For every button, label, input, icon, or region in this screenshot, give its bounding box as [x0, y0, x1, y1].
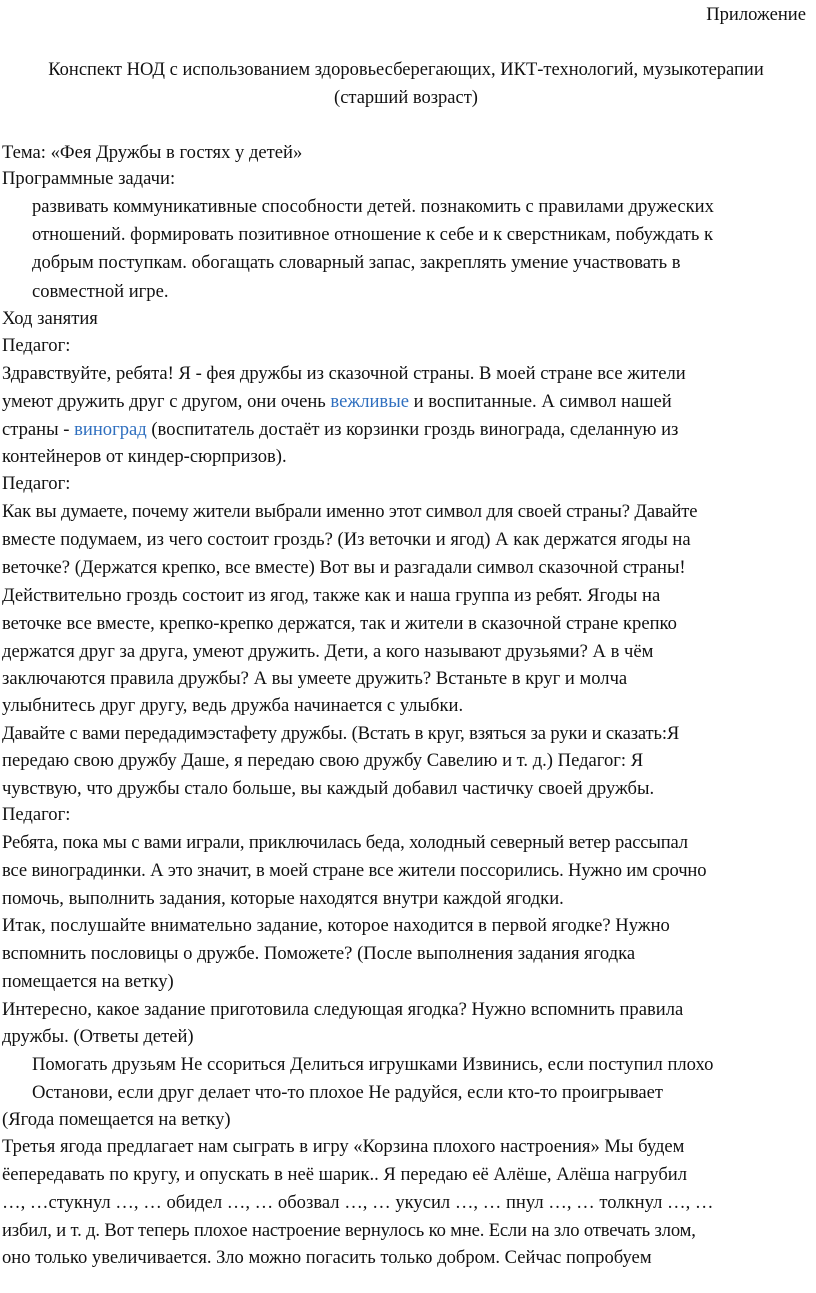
topic: Тема: «Фея Дружбы в гостях у детей» [2, 142, 303, 163]
teacher-label: Педагог: [2, 335, 71, 356]
paragraph-line: вспомнить пословицы о дружбе. Поможете? (После выполнения задания ягодка [2, 943, 636, 964]
course-heading: Ход занятия [2, 308, 98, 329]
teacher-label: Педагог: [2, 473, 71, 494]
paragraph-line: держатся друг за друга, умеют дружить. Дети, а кого называют друзьями? А в чём [2, 641, 654, 662]
paragraph-line: Здравствуйте, ребята! Я - фея дружбы из сказочной страны. В моей стране все жители [2, 363, 686, 384]
paragraph-line: улыбнитесь друг другу, ведь дружба начинается с улыбки. [2, 695, 464, 716]
task-line: развивать коммуникативные способности детей. познакомить с правилами дружеских [32, 196, 714, 217]
paragraph-line [2, 417, 678, 443]
paragraph-line: оно только увеличивается. Зло можно погасить только добром. Сейчас попробуем [2, 1247, 652, 1268]
task-line: совместной игре. [32, 281, 169, 302]
title-line-1: Конспект НОД с использованием здоровьесберегающих, ИКТ-технологий, музыкотерапии [48, 59, 764, 80]
paragraph-line: дружбы. (Ответы детей) [2, 1026, 194, 1047]
paragraph-line: ёепередавать по кругу, и опускать в неё шарик.. Я передаю её Алёше, Алёша нагрубил [2, 1164, 688, 1185]
paragraph-line: вместе подумаем, из чего состоит гроздь? (Из веточки и ягод) А как держатся ягоды на [2, 529, 691, 550]
paragraph-line: избил, и т. д. Вот теперь плохое настроение вернулось ко мне. Если на зло отвечать злом, [2, 1220, 696, 1241]
task-line: добрым поступкам. обогащать словарный запас, закреплять умение участвовать в [32, 252, 681, 273]
text-span: (воспитатель достаёт из корзинки гроздь винограда, сделанную из [146, 419, 679, 440]
paragraph-line: …, …стукнул …, … обидел …, … обозвал …, … укусил …, … пнул …, … толкнул …, … [2, 1192, 714, 1213]
paragraph-line: Как вы думаете, почему жители выбрали именно этот символ для своей страны? Давайте [2, 501, 698, 522]
paragraph-line: Давайте с вами передадимэстафету дружбы. (Встать в круг, взяться за руки и сказать:Я [2, 723, 680, 744]
link-grapes[interactable]: виноград [74, 419, 147, 440]
paragraph-line: контейнеров от киндер-сюрпризов). [2, 446, 287, 467]
paragraph-line: помещается на ветку) [2, 971, 174, 992]
paragraph-line: чувствую, что дружбы стало больше, вы каждый добавил частичку своей дружбы. [2, 778, 655, 799]
paragraph-line: Третья ягода предлагает нам сыграть в игру «Корзина плохого настроения» Мы будем [2, 1136, 685, 1157]
text-span: умеют дружить друг с другом, они очень [2, 391, 331, 412]
title-line-2: (старший возраст) [334, 87, 478, 108]
text-span: и воспитанные. А символ нашей [408, 391, 672, 412]
paragraph-line: веточке все вместе, крепко-крепко держатся, так и жители в сказочной стране крепко [2, 613, 677, 634]
appendix-label: Приложение [706, 4, 806, 25]
tasks-heading: Программные задачи: [2, 168, 176, 189]
paragraph-line: веточке? (Держатся крепко, все вместе) Вот вы и разгадали символ сказочной страны! [2, 557, 686, 578]
paragraph-line: Интересно, какое задание приготовила следующая ягодка? Нужно вспомнить правила [2, 999, 684, 1020]
task-line: отношений. формировать позитивное отношение к себе и к сверстникам, побуждать к [32, 224, 713, 245]
text-span: страны - [2, 419, 75, 440]
friendship-rule-line: Помогать друзьям Не ссориться Делиться игрушками Извинись, если поступил плохо [32, 1054, 714, 1075]
paragraph-line: Итак, послушайте внимательно задание, которое находится в первой ягодке? Нужно [2, 915, 670, 936]
paragraph-line [2, 389, 672, 415]
link-polite[interactable]: вежливые [330, 391, 409, 412]
paragraph-line: помочь, выполнить задания, которые находятся внутри каждой ягодки. [2, 888, 564, 909]
paragraph-line: Действительно гроздь состоит из ягод, также как и наша группа из ребят. Ягоды на [2, 585, 661, 606]
paragraph-line: передаю свою дружбу Даше, я передаю свою дружбу Савелию и т. д.) Педагог: Я [2, 750, 644, 771]
paragraph-line: все виноградинки. А это значит, в моей стране все жители поссорились. Нужно им срочно [2, 860, 707, 881]
friendship-rule-line: Останови, если друг делает что-то плохое Не радуйся, если кто-то проигрывает [32, 1082, 663, 1103]
teacher-label: Педагог: [2, 804, 71, 825]
paragraph-line: заключаются правила дружбы? А вы умеете дружить? Встаньте в круг и молча [2, 668, 628, 689]
berry-note: (Ягода помещается на ветку) [2, 1109, 231, 1130]
paragraph-line: Ребята, пока мы с вами играли, приключилась беда, холодный северный ветер рассыпал [2, 832, 688, 853]
